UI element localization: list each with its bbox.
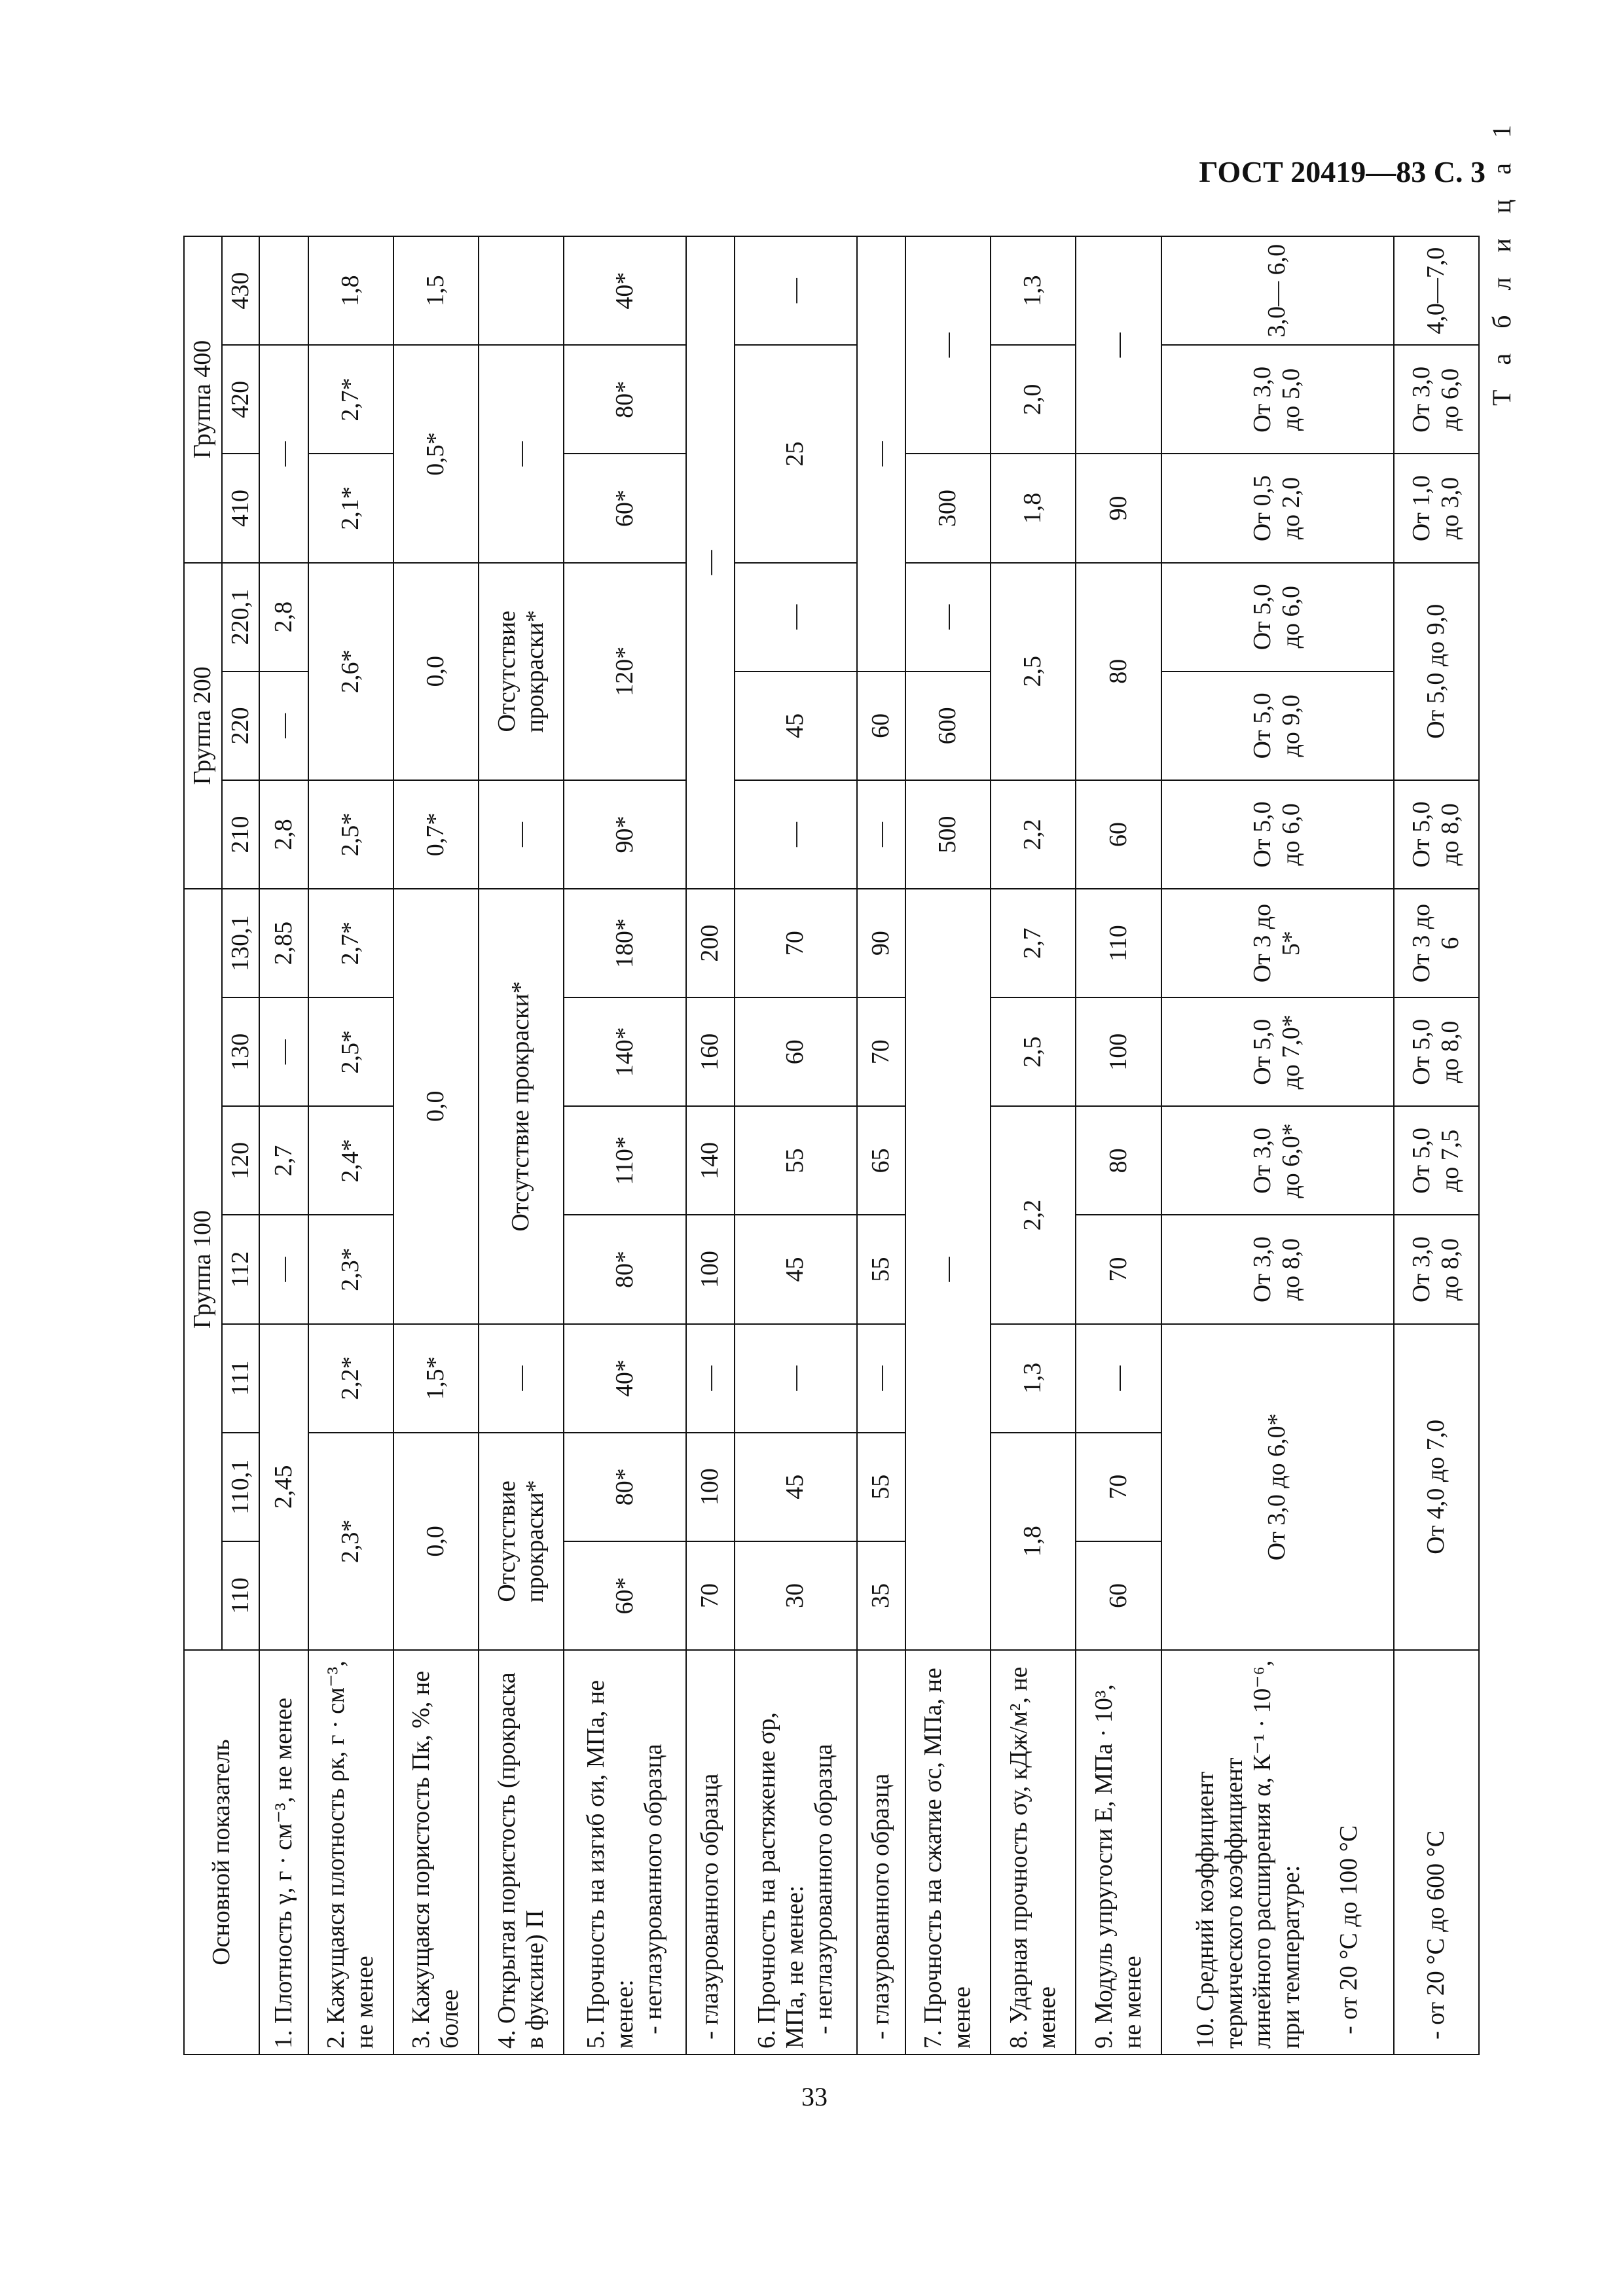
table-cell: 45 (735, 1433, 856, 1541)
table-cell: — (735, 563, 856, 672)
table-cell: От 5,0 до 9,0 (1161, 672, 1394, 780)
row-label-sub: - от 20 °С до 100 °С (1334, 1825, 1362, 2034)
table-cell: От 3,0 до 6,0* (1161, 1106, 1394, 1215)
table-cell: Отсутствие прокраски* (479, 889, 564, 1324)
table-cell: 4,0—7,0 (1394, 236, 1479, 345)
table-cell: От 5,0 до 7,5 (1394, 1106, 1479, 1215)
row-label-sub: - неглазурованного образца (639, 1744, 667, 2034)
table-cell: — (735, 236, 856, 345)
table-cell: — (686, 1324, 735, 1433)
table-cell: 90 (857, 889, 905, 997)
table-cell: 60* (564, 454, 685, 562)
table-cell: От 5,0 до 8,0 (1394, 997, 1479, 1106)
row-label-main: 6. Прочность на растяжение σр, МПа, не менее: (752, 1712, 809, 2049)
table-row (308, 236, 393, 2054)
table-cell: 1,3 (991, 1324, 1076, 1433)
table-cell: От 5,0 до 6,0 (1161, 780, 1394, 889)
table-cell: От 3,0 до 8,0 (1161, 1215, 1394, 1323)
table-cell: 0,5* (393, 345, 479, 562)
table-cell: — (259, 997, 308, 1106)
table-cell: 0,0 (393, 889, 479, 1324)
table-cell: 1,8 (308, 236, 393, 345)
table-cell: 2,5 (991, 997, 1076, 1106)
table-cell: 80* (564, 345, 685, 454)
col-110-1: 110,1 (222, 1433, 260, 1541)
table-cell: 2,2* (308, 1324, 393, 1433)
table-row (686, 236, 735, 2054)
table-cell: — (857, 780, 905, 889)
col-group-400: Группа 400 (184, 236, 222, 563)
table-cell: 2,5* (308, 997, 393, 1106)
table-cell: — (905, 563, 991, 672)
table-cell: От 3,0 до 8,0 (1394, 1215, 1479, 1323)
table-cell: 2,6* (308, 563, 393, 780)
col-420: 420 (222, 345, 260, 454)
row-label: 9. Модуль упругости E, МПа · 10³, не менее (1076, 1650, 1161, 2054)
table-cell: 2,7 (991, 889, 1076, 997)
row-label: 1. Плотность γ, г · см⁻³, не менее (259, 1650, 308, 2054)
table-row (1161, 236, 1394, 2054)
table-cell: От 5,0 до 8,0 (1394, 780, 1479, 889)
table-row (857, 236, 905, 2054)
row-label-sub: - неглазурованного образца (810, 1744, 838, 2034)
row-label: 7. Прочность на сжатие σс, МПа, не менее (905, 1650, 991, 2054)
table-cell: 80 (1076, 1106, 1161, 1215)
table-cell: От 3,0 до 5,0 (1161, 345, 1394, 454)
table-cell: 2,4* (308, 1106, 393, 1215)
table-cell: 70 (1076, 1215, 1161, 1323)
properties-table (183, 236, 1480, 2055)
table-cell: 65 (857, 1106, 905, 1215)
table-row (905, 236, 991, 2054)
row-label: - глазурованного образца (686, 1650, 735, 2054)
row-label: 4. Открытая пористость (прокраска в фуксине) П (479, 1650, 564, 2054)
table-row (393, 236, 479, 2054)
table-cell: От 3,0 до 6,0 (1394, 345, 1479, 454)
table-cell: 70 (735, 889, 856, 997)
col-112: 112 (222, 1215, 260, 1323)
table-cell: 100 (686, 1433, 735, 1541)
col-indicator: Основной показатель (184, 1650, 259, 2054)
table-cell: 80* (564, 1433, 685, 1541)
row-label: - от 20 °С до 600 °С (1394, 1650, 1479, 2054)
table-cell: 120* (564, 563, 685, 780)
document-header: ГОСТ 20419—83 С. 3 (1199, 155, 1486, 188)
table-cell: — (259, 672, 308, 780)
table-cell: 100 (686, 1215, 735, 1323)
table-cell: 70 (1076, 1433, 1161, 1541)
table-cell: 2,7 (259, 1106, 308, 1215)
table-cell: — (259, 345, 308, 562)
table-cell (479, 236, 564, 345)
table-cell: 35 (857, 1541, 905, 1650)
table-row (479, 236, 564, 2054)
table-cell: 2,8 (259, 780, 308, 889)
col-210: 210 (222, 780, 260, 889)
col-110: 110 (222, 1541, 260, 1650)
table-caption: Т а б л и ц а 1 (1487, 115, 1516, 406)
table-cell: 1,5* (393, 1324, 479, 1433)
col-220: 220 (222, 672, 260, 780)
table-cell: 80 (1076, 563, 1161, 780)
table-cell: 300 (905, 454, 991, 562)
table-cell: — (905, 236, 991, 454)
table-cell: 110 (1076, 889, 1161, 997)
table-cell: — (857, 1324, 905, 1433)
table-cell: От 5,0 до 7,0* (1161, 997, 1394, 1106)
table-cell: 1,5 (393, 236, 479, 345)
table-row (991, 236, 1076, 2054)
table-cell: 55 (857, 1215, 905, 1323)
table-cell: 30 (735, 1541, 856, 1650)
table-cell: 0,0 (393, 563, 479, 780)
table-cell: 140 (686, 1106, 735, 1215)
table-cell: 2,0 (991, 345, 1076, 454)
table-cell: 2,2 (991, 780, 1076, 889)
table-row (1076, 236, 1161, 2054)
table-cell: 60 (857, 672, 905, 780)
table-cell: — (1076, 236, 1161, 454)
row-label: 8. Ударная прочность σу, кДж/м², не менее (991, 1650, 1076, 2054)
table-cell: 90 (1076, 454, 1161, 562)
table-header-row (184, 236, 222, 2054)
table-cell: 40* (564, 1324, 685, 1433)
col-410: 410 (222, 454, 260, 562)
table-cell: 60* (564, 1541, 685, 1650)
table-cell: 1,8 (991, 454, 1076, 562)
table-cell: — (686, 236, 735, 889)
table-cell: — (479, 780, 564, 889)
table-cell: 2,45 (259, 1324, 308, 1650)
table-cell: 160 (686, 997, 735, 1106)
table-cell: 2,5 (991, 563, 1076, 780)
table-cell: 2,5* (308, 780, 393, 889)
table-cell: 3,0— 6,0 (1161, 236, 1394, 345)
table-cell: 180* (564, 889, 685, 997)
table-cell: От 4,0 до 7,0 (1394, 1324, 1479, 1650)
table-cell: 60 (1076, 780, 1161, 889)
table-cell: — (479, 345, 564, 562)
row-label (735, 1650, 856, 2054)
table-cell: От 5,0 до 9,0 (1394, 563, 1479, 780)
page-number: 33 (801, 2082, 828, 2111)
table-rotated-wrapper (183, 236, 1480, 2055)
col-130-1: 130,1 (222, 889, 260, 997)
table-cell: Отсутствие прокраски* (479, 1433, 564, 1650)
table-row (1394, 236, 1479, 2054)
table-cell: От 3 до 6 (1394, 889, 1479, 997)
table-cell: — (259, 1215, 308, 1323)
table-cell: 55 (735, 1106, 856, 1215)
table-cell: 60 (1076, 1541, 1161, 1650)
table-cell: 25 (735, 345, 856, 562)
table-cell: От 1,0 до 3,0 (1394, 454, 1479, 562)
row-label: 3. Кажущаяся пористость Пк, %, не более (393, 1650, 479, 2054)
col-130: 130 (222, 997, 260, 1106)
table-row (564, 236, 685, 2054)
table-cell (259, 236, 308, 345)
col-group-100: Группа 100 (184, 889, 222, 1650)
row-label-main: 10. Средний коэффициент термического коэффициент линейного расширения α, К⁻¹ · 10⁻⁶, при температуре: (1192, 1660, 1305, 2049)
table-cell: 60 (735, 997, 856, 1106)
table-cell: 600 (905, 672, 991, 780)
table-cell: 100 (1076, 997, 1161, 1106)
table-cell: 2,1* (308, 454, 393, 562)
row-label: - глазурованного образца (857, 1650, 905, 2054)
table-cell: 0,7* (393, 780, 479, 889)
table-cell: 2,3* (308, 1215, 393, 1323)
table-cell: 500 (905, 780, 991, 889)
table-cell: 45 (735, 1215, 856, 1323)
row-label (564, 1650, 685, 2054)
col-220-1: 220,1 (222, 563, 260, 672)
table-cell: 2,2 (991, 1106, 1076, 1323)
table-cell: — (1076, 1324, 1161, 1433)
table-cell: 45 (735, 672, 856, 780)
table-cell: — (735, 1324, 856, 1433)
table-cell: 70 (857, 997, 905, 1106)
table-cell: 140* (564, 997, 685, 1106)
table-cell: От 5,0 до 6,0 (1161, 563, 1394, 672)
table-cell: Отсутствие прокраски* (479, 563, 564, 780)
table-cell: От 3 до 5* (1161, 889, 1394, 997)
table-cell: 70 (686, 1541, 735, 1650)
table-cell: 55 (857, 1433, 905, 1541)
table-cell: 110* (564, 1106, 685, 1215)
table-cell: 0,0 (393, 1433, 479, 1650)
row-label-main: 5. Прочность на изгиб σи, МПа, не менее: (582, 1679, 638, 2049)
table-cell: 2,7* (308, 889, 393, 997)
table-cell: 80* (564, 1215, 685, 1323)
col-group-200: Группа 200 (184, 563, 222, 889)
table-cell: 2,7* (308, 345, 393, 454)
table-row (735, 236, 856, 2054)
table-cell: 40* (564, 236, 685, 345)
table-cell: — (905, 889, 991, 1650)
table-row (259, 236, 308, 2054)
table-cell: — (735, 780, 856, 889)
table-cell: От 3,0 до 6,0* (1161, 1324, 1394, 1650)
row-label (1161, 1650, 1394, 2054)
table-cell: — (857, 236, 905, 672)
row-label: 2. Кажущаяся плотность ρк, г · см⁻³, не менее (308, 1650, 393, 2054)
table-cell: 90* (564, 780, 685, 889)
col-111: 111 (222, 1324, 260, 1433)
table-cell: От 0,5 до 2,0 (1161, 454, 1394, 562)
table-cell: 2,3* (308, 1433, 393, 1650)
table-cell: 2,85 (259, 889, 308, 997)
col-120: 120 (222, 1106, 260, 1215)
table-cell: 1,3 (991, 236, 1076, 345)
table-cell: 200 (686, 889, 735, 997)
col-430: 430 (222, 236, 260, 345)
table-cell: — (479, 1324, 564, 1433)
table-cell: 1,8 (991, 1433, 1076, 1650)
table-cell: 2,8 (259, 563, 308, 672)
